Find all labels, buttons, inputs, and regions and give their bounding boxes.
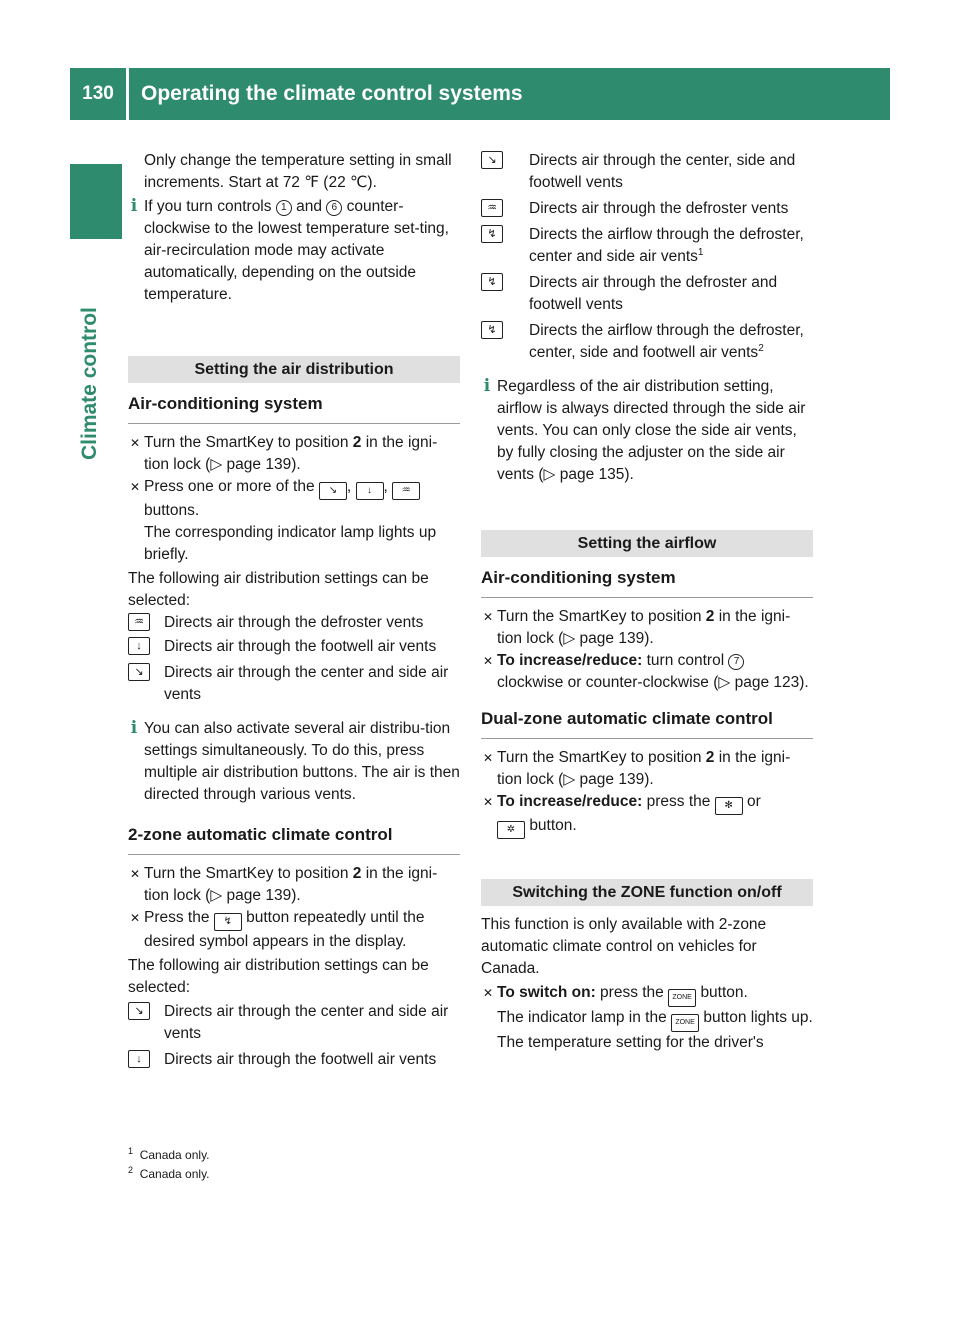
footnote bbox=[128, 1165, 458, 1184]
instruction-step bbox=[128, 863, 460, 907]
center-side-vent-icon: ↘ bbox=[128, 663, 150, 681]
step-bold: 2 bbox=[705, 749, 715, 766]
setting-row bbox=[481, 198, 813, 220]
zone-button-icon: ZONE bbox=[671, 1014, 699, 1032]
setting-text: Directs air through the center and side air vents bbox=[164, 1003, 449, 1042]
defrost-center-side-vent-icon: ↯ bbox=[481, 225, 503, 243]
section-heading: Setting the airflow bbox=[481, 530, 813, 557]
step-text: in the igni-tion lock (▷ page 139). bbox=[497, 749, 791, 788]
instruction-step bbox=[481, 982, 813, 1054]
step-text: in the igni-tion lock (▷ page 139). bbox=[497, 608, 791, 647]
footnote-number: 1 bbox=[128, 1146, 134, 1156]
defrost-footwell-vent-icon: ↯ bbox=[481, 273, 503, 291]
instruction-step: ✕ Press one or more of the ↘ , ↓ , ♒ buttons. The corresponding indicator lamp lights up briefly. bbox=[130, 478, 437, 563]
setting-row bbox=[481, 224, 813, 268]
subheading: Air-conditioning system bbox=[128, 393, 460, 424]
subheading: 2-zone automatic climate control bbox=[128, 824, 460, 855]
instruction-step bbox=[128, 907, 460, 953]
section-heading: Switching the ZONE function on/off bbox=[481, 879, 813, 906]
setting-text: Directs air through the defroster vents bbox=[529, 200, 789, 217]
footnote-text: Canada only. bbox=[139, 1167, 210, 1181]
instruction-step bbox=[481, 606, 813, 650]
setting-row bbox=[128, 1049, 460, 1071]
setting-text: Directs air through the center and side air vents bbox=[164, 664, 449, 703]
step-text: in the igni-tion lock (▷ page 139). bbox=[144, 434, 438, 473]
defrost-vent-icon: ♒ bbox=[481, 199, 503, 217]
setting-row bbox=[128, 662, 460, 706]
side-tab-label: Climate control bbox=[78, 307, 101, 460]
footnote bbox=[128, 1146, 458, 1165]
instruction-step bbox=[481, 791, 813, 839]
setting-text: Directs air through the center, side and footwell vents bbox=[529, 152, 796, 191]
defrost-vent-icon: ♒ bbox=[392, 482, 420, 500]
step-text: in the igni-tion lock (▷ page 139). bbox=[144, 865, 438, 904]
center-side-vent-icon: ↘ bbox=[128, 1002, 150, 1020]
side-tab bbox=[70, 120, 122, 1320]
setting-row bbox=[481, 320, 813, 364]
footnote-ref: 1 bbox=[697, 246, 704, 258]
footwell-vent-icon: ↓ bbox=[128, 637, 150, 655]
info-note bbox=[128, 196, 460, 306]
step-text: buttons. bbox=[144, 502, 200, 519]
step-text: The corresponding indicator lamp lights up briefly. bbox=[144, 524, 437, 563]
step-bold: 2 bbox=[705, 608, 715, 625]
setting-text bbox=[529, 320, 813, 364]
step-arrow-icon: ✕ bbox=[130, 436, 141, 450]
info-text: counter-clockwise to the lowest temperature set-ting, air-recirculation mode may activate automatically, depending on the outside temperature. bbox=[144, 198, 449, 303]
setting-row bbox=[481, 150, 813, 194]
right-column bbox=[481, 150, 813, 1054]
page-header bbox=[70, 68, 890, 120]
step-arrow-icon: ✕ bbox=[483, 795, 494, 809]
step-bold: To switch on: bbox=[497, 984, 596, 1001]
info-text: If you turn controls bbox=[144, 198, 272, 215]
step-text: Turn the SmartKey to position bbox=[497, 608, 702, 625]
setting-row bbox=[128, 1001, 460, 1045]
step-text: Press one or more of the bbox=[144, 478, 315, 495]
step-arrow-icon: ✕ bbox=[130, 480, 141, 494]
fan-decrease-icon: ✲ bbox=[497, 821, 525, 839]
page-number: 130 bbox=[82, 83, 114, 104]
control-7-icon: 7 bbox=[728, 654, 744, 670]
info-note bbox=[481, 376, 813, 486]
section-heading: Setting the air distribution bbox=[128, 356, 460, 383]
air-distribution-icon: ↯ bbox=[214, 913, 242, 931]
setting-text: Directs air through the footwell air vents bbox=[164, 1051, 437, 1068]
setting-text bbox=[529, 224, 813, 268]
setting-text: Directs air through the defroster vents bbox=[164, 614, 424, 631]
step-bold: 2 bbox=[352, 434, 362, 451]
step-text: Turn the SmartKey to position bbox=[497, 749, 702, 766]
step-arrow-icon: ✕ bbox=[130, 911, 141, 925]
step-bold: To increase/reduce: bbox=[497, 652, 643, 669]
subheading: Air-conditioning system bbox=[481, 567, 813, 598]
step-text: press the bbox=[600, 984, 664, 1001]
center-side-vent-icon: ↘ bbox=[319, 482, 347, 500]
footwell-vent-icon: ↓ bbox=[128, 1050, 150, 1068]
step-text: The indicator lamp in the bbox=[497, 1009, 667, 1026]
setting-text: Directs air through the defroster and footwell vents bbox=[529, 274, 778, 313]
control-6-icon: 6 bbox=[326, 200, 342, 216]
step-arrow-icon: ✕ bbox=[483, 654, 494, 668]
info-icon: i bbox=[130, 196, 138, 216]
footwell-vent-icon: ↓ bbox=[356, 482, 384, 500]
footnote-number: 2 bbox=[128, 1165, 134, 1175]
step-bold: 2 bbox=[352, 865, 362, 882]
info-text: Regardless of the air distribution setting, airflow is always directed through the side air vents. You can only close the side air vents, by fully closing the adjuster on the side air vents (▷ page 135). bbox=[497, 378, 806, 483]
setting-text: Directs air through the footwell air vents bbox=[164, 638, 437, 655]
step-text: clockwise or counter-clockwise (▷ page 123). bbox=[497, 674, 809, 691]
step-text: Turn the SmartKey to position bbox=[144, 865, 349, 882]
step-text: button repeatedly until the desired symbol appears in the display. bbox=[144, 909, 425, 950]
intro-text: Only change the temperature setting in small increments. Start at 72 ℉ (22 ℃). bbox=[144, 152, 452, 191]
subheading: Dual-zone automatic climate control bbox=[481, 708, 813, 739]
footnote-text: Canada only. bbox=[139, 1148, 210, 1162]
body-text: The following air distribution settings can be selected: bbox=[128, 570, 429, 609]
footnotes bbox=[128, 1146, 458, 1184]
setting-text-body: Directs the airflow through the defroster, center and side air vents bbox=[529, 226, 804, 265]
setting-row bbox=[128, 636, 460, 658]
step-text: or bbox=[747, 793, 761, 810]
step-text: Press the bbox=[144, 909, 210, 926]
fan-increase-icon: ✻ bbox=[715, 797, 743, 815]
info-icon: i bbox=[483, 376, 491, 396]
step-text: Turn the SmartKey to position bbox=[144, 434, 349, 451]
step-text: turn control bbox=[646, 652, 725, 669]
step-arrow-icon: ✕ bbox=[483, 751, 494, 765]
body-text: The following air distribution settings can be selected: bbox=[128, 957, 429, 996]
control-1-icon: 1 bbox=[276, 200, 292, 216]
step-arrow-icon: ✕ bbox=[130, 867, 141, 881]
step-text: button. bbox=[529, 817, 577, 834]
instruction-step bbox=[128, 432, 460, 476]
body-text: This function is only available with 2-zone automatic climate control on vehicles for Canada. bbox=[481, 916, 767, 977]
all-vents-icon: ↯ bbox=[481, 321, 503, 339]
step-bold: To increase/reduce: bbox=[497, 793, 643, 810]
step-text: button. bbox=[700, 984, 748, 1001]
header-divider bbox=[126, 68, 129, 120]
info-note bbox=[128, 718, 460, 806]
step-arrow-icon: ✕ bbox=[483, 986, 494, 1000]
zone-button-icon: ZONE bbox=[668, 989, 696, 1007]
info-text: You can also activate several air distribu-tion settings simultaneously. To do this, press multiple air distribution buttons. The air is then directed through various vents. bbox=[144, 720, 460, 803]
setting-text-body: Directs the airflow through the defroster, center, side and footwell air vents bbox=[529, 322, 804, 361]
instruction-step bbox=[481, 650, 813, 694]
page-title: Operating the climate control systems bbox=[141, 82, 523, 105]
step-text: press the bbox=[646, 793, 711, 810]
instruction-step bbox=[481, 747, 813, 791]
step-text: button lights up. The temperature setting for the driver's bbox=[497, 1009, 813, 1051]
defrost-vent-icon: ♒ bbox=[128, 613, 150, 631]
step-arrow-icon: ✕ bbox=[483, 610, 494, 624]
info-icon: i bbox=[130, 718, 138, 738]
info-text: and bbox=[296, 198, 323, 215]
setting-row bbox=[128, 612, 460, 634]
center-side-footwell-vent-icon: ↘ bbox=[481, 151, 503, 169]
setting-row bbox=[481, 272, 813, 316]
left-column bbox=[128, 150, 460, 1071]
footnote-ref: 2 bbox=[758, 342, 764, 354]
